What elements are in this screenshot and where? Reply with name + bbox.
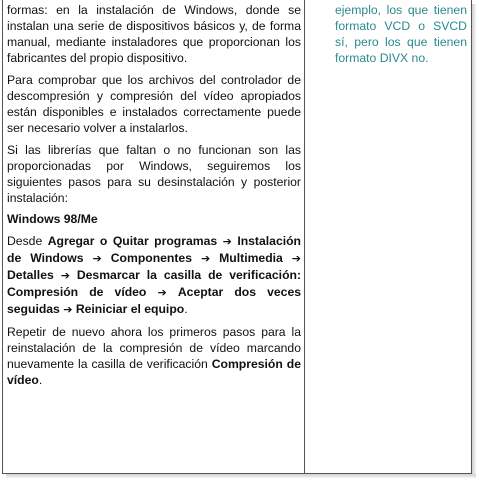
arrow-icon: ➔ (200, 252, 211, 265)
right-column-text: ejemplo, los que tienen formato VCD o SVCD sí, pero los que tienen formato DIVX no. (335, 3, 467, 65)
section-heading-windows-98-me: Windows 98/Me (7, 212, 98, 226)
page-shadow-right (472, 4, 476, 476)
arrow-icon: ➔ (157, 286, 167, 299)
arrow-icon: ➔ (60, 269, 70, 282)
step-multimedia: Multimedia (219, 251, 283, 265)
paragraph-reinstall (7, 324, 301, 388)
step-windows-setup: Instalación de Windows (7, 234, 301, 265)
step-components: Componentes (110, 251, 192, 265)
paragraph-missing-libraries: Si las librerías que faltan o no funcionan son las proporcionadas por Windows, seguiremos los siguientes pasos para su desinstalación y posterior instalación: (7, 143, 301, 205)
arrow-icon: ➔ (92, 252, 102, 265)
paragraph-steps (7, 233, 301, 318)
paragraph-check-drivers: Para comprobar que los archivos del controlador de descompresión y compresión del vídeo apropiados están disponibles e instalados correctamente puede ser necesario volver a instalarlos. (7, 73, 301, 135)
step-restart: Reiniciar el equipo (75, 302, 185, 316)
step-uncheck-video-compression: Desmarcar la casilla de verificación: Compresión de vídeo (7, 268, 302, 299)
arrow-icon: ➔ (63, 303, 73, 316)
steps-intro: Desde (7, 234, 43, 248)
steps-period: . (184, 302, 188, 316)
page-shadow-bottom (6, 474, 476, 478)
right-column (309, 0, 469, 474)
arrow-icon: ➔ (222, 235, 232, 248)
step-accept-twice: Aceptar dos veces seguidas (7, 285, 302, 316)
reinstall-text: Repetir de nuevo ahora los primeros pasos para la reinstalación de la compresión de vídeo marcando nuevamente la casilla de verificación (7, 325, 301, 371)
step-add-remove-programs: Agregar o Quitar programas (47, 234, 218, 248)
step-details: Detalles (7, 268, 54, 282)
left-column (3, 0, 305, 474)
paragraph-installation-forms: formas: en la instalación de Windows, donde se instalan una serie de dispositivos básicos y, de forma manual, mediante instaladores que proporcionan los fabricantes del propio dispositivo. (7, 3, 301, 65)
arrow-icon: ➔ (291, 252, 301, 265)
reinstall-period: . (38, 373, 43, 387)
reinstall-bold-option: Compresión de vídeo (7, 357, 301, 387)
